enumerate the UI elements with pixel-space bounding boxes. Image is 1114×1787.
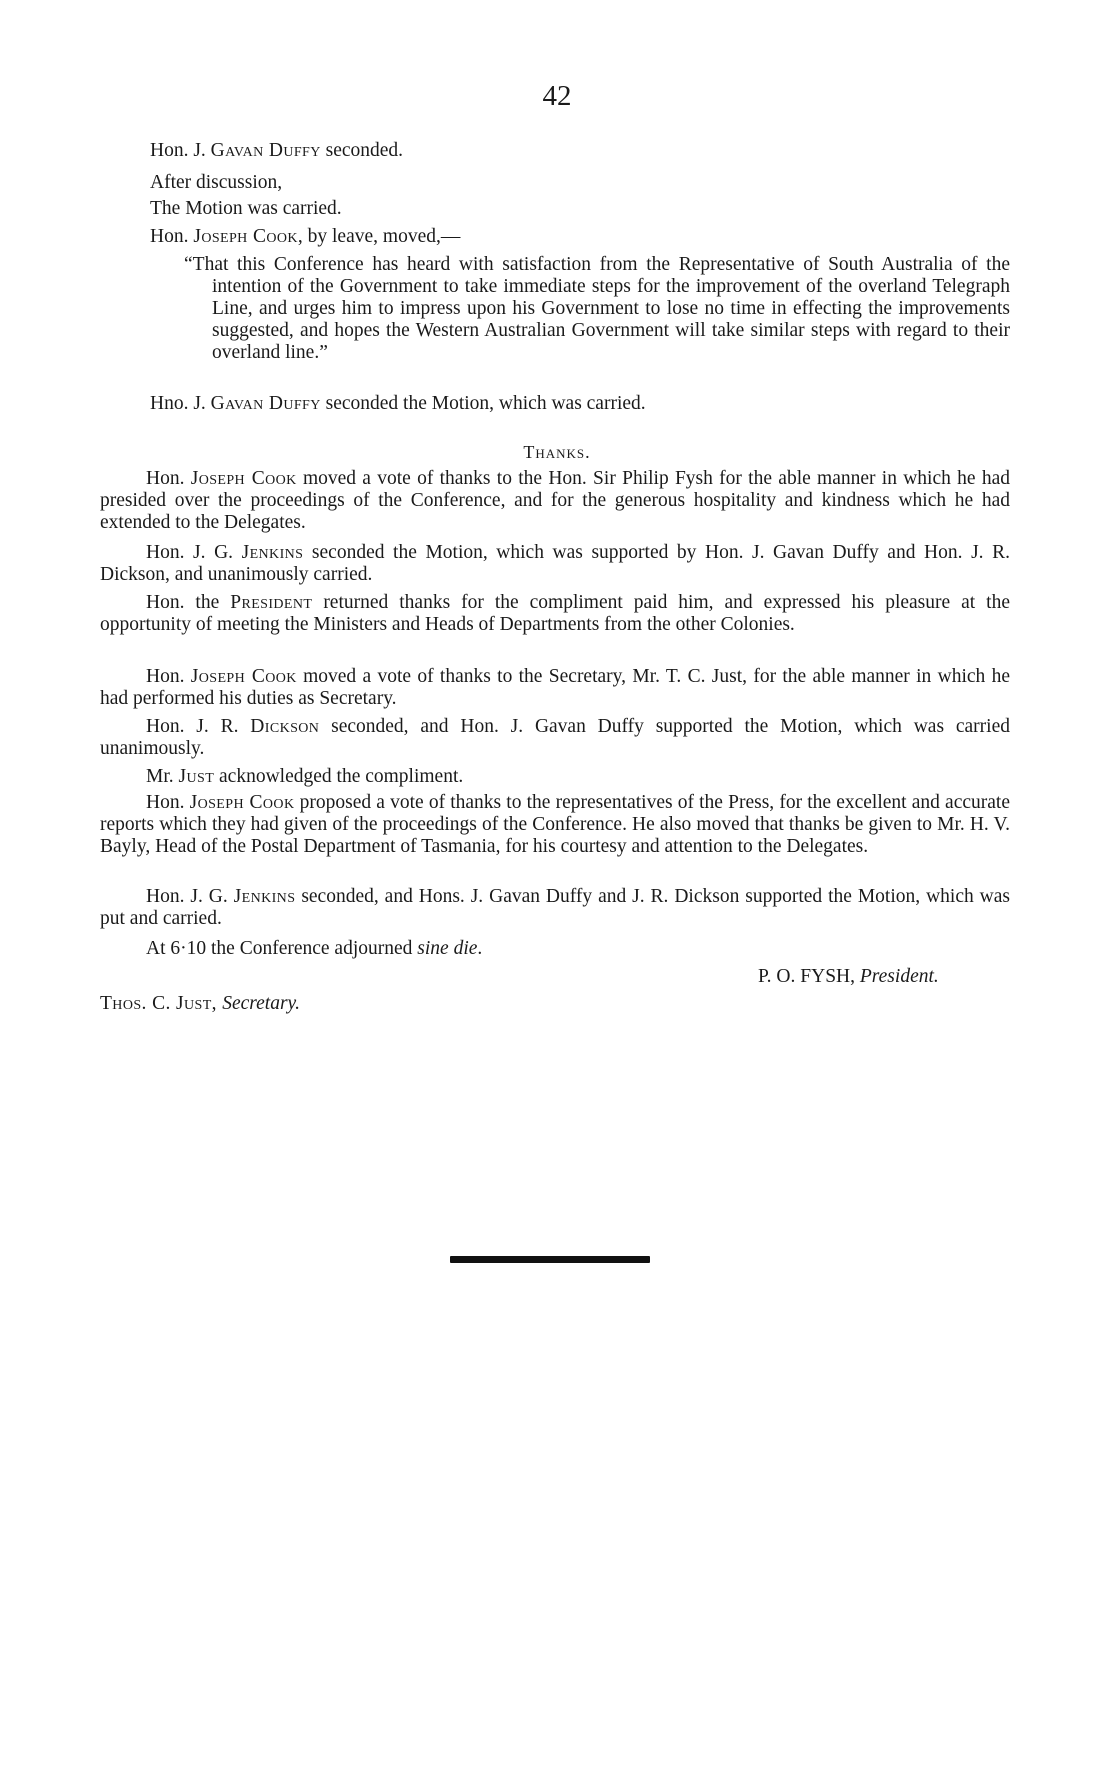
paragraph: Hon. J. G. Jenkins seconded, and Hons. J. Gavan Duffy and J. R. Dickson supported the Motion, which was put and carried. bbox=[100, 886, 1010, 929]
president-signature: P. O. FYSH, President. bbox=[758, 966, 939, 987]
paragraph: Hon. Joseph Cook moved a vote of thanks to the Secretary, Mr. T. C. Just, for the able manner in which he had performed his duties as Secretary. bbox=[100, 666, 1010, 709]
paragraph: Hon. J. G. Jenkins seconded the Motion, which was supported by Hon. J. Gavan Duffy and Hon. J. R. Dickson, and unanimously carried. bbox=[100, 542, 1010, 585]
paragraph: Hon. Joseph Cook moved a vote of thanks to the Hon. Sir Philip Fysh for the able manner in which he had presided over the proceedings of the Conference, and for the generous hospitality and kindness which he had extended to the Delegates. bbox=[100, 468, 1010, 533]
opening-line: After discussion, bbox=[150, 172, 283, 193]
page-number: 42 bbox=[542, 80, 572, 112]
paragraph: Hon. Joseph Cook proposed a vote of thanks to the representatives of the Press, for the excellent and accurate reports which they had given of the proceedings of the Conference. He also moved that thanks be given to Mr. H. V. Bayly, Head of the Postal Department of Tasmania, for his courtesy and attention to the Delegates. bbox=[100, 792, 1010, 857]
seconded-line: Hno. J. Gavan Duffy seconded the Motion, which was carried. bbox=[150, 393, 646, 414]
opening-line: Hon. J. Gavan Duffy seconded. bbox=[150, 140, 404, 161]
opening-line: The Motion was carried. bbox=[150, 198, 342, 219]
paragraph: Hon. J. R. Dickson seconded, and Hon. J. Gavan Duffy supported the Motion, which was carried unanimously. bbox=[100, 716, 1010, 759]
end-rule bbox=[450, 1256, 650, 1263]
paragraph: Hon. the President returned thanks for the compliment paid him, and expressed his pleasure at the opportunity of meeting the Ministers and Heads of Departments from the other Colonies. bbox=[100, 592, 1011, 635]
adjourned-line: At 6·10 the Conference adjourned sine die. bbox=[146, 938, 483, 959]
motion-quote: “That this Conference has heard with satisfaction from the Representative of South Australia of the intention of the Government to take immediate steps for the improvement of the overland Telegraph Line, and urges him to impress upon his Government to lose no time in effecting the improvements suggested, and hopes the Western Australian Government will take similar steps with regard to their overland line.” bbox=[184, 254, 1010, 363]
section-heading: Thanks. bbox=[523, 442, 591, 462]
opening-line: Hon. Joseph Cook, by leave, moved,— bbox=[150, 226, 461, 247]
paragraph: Mr. Just acknowledged the compliment. bbox=[146, 766, 464, 787]
secretary-signature: Thos. C. Just, Secretary. bbox=[100, 993, 301, 1014]
